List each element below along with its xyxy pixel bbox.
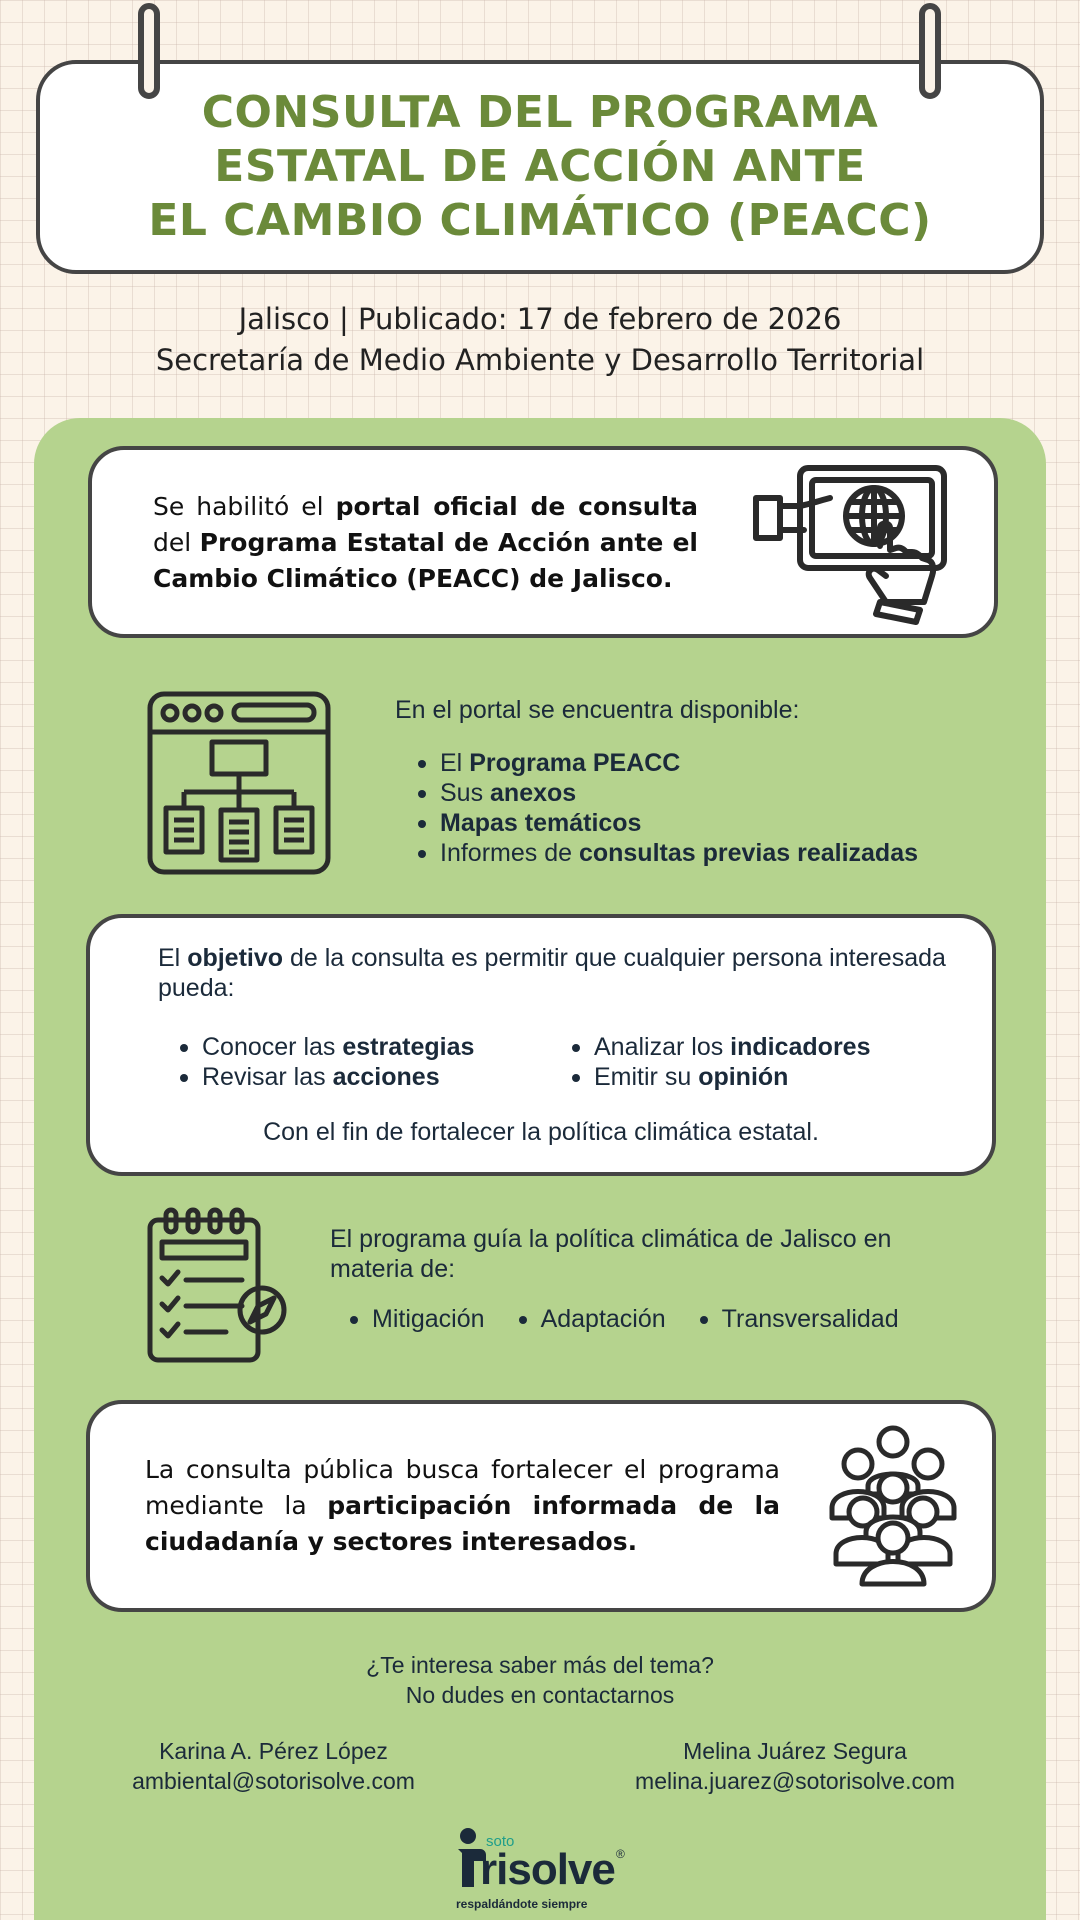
objective-text: El objetivo de la consulta es permitir que cualquier persona interesada pueda:: [158, 944, 946, 1002]
portal-items-list: [414, 748, 918, 868]
intro-text: Se habilitó el portal oficial de consulta del Programa Estatal de Acción ante el Cambio Climático (PEACC) de Jalisco.: [153, 492, 698, 593]
logo-soto-text: soto: [486, 1833, 515, 1850]
checklist-compass-icon: [144, 1206, 294, 1364]
sitemap-browser-icon: [146, 690, 332, 876]
company-logo: [440, 1825, 640, 1915]
title-line-1: CONSULTA DEL PROGRAMA: [201, 87, 879, 138]
cta-line-1: ¿Te interesa saber más del tema?: [366, 1652, 714, 1678]
portal-heading: En el portal se encuentra disponible:: [395, 696, 800, 724]
logo-tagline: respaldándote siempre: [456, 1897, 588, 1911]
objective-list-left: [176, 1032, 474, 1092]
logo-registered: ®: [616, 1847, 625, 1861]
list-item: El Programa PEACC: [414, 748, 918, 778]
objective-list-right: [568, 1032, 871, 1092]
list-item: Sus anexos: [414, 778, 918, 808]
list-item: Emitir su opinión: [568, 1062, 871, 1092]
participation-text: La consulta pública busca fortalecer el programa mediante la participación informada de la ciudadanía y sectores interesados.: [145, 1455, 780, 1556]
people-group-icon: [828, 1424, 958, 1588]
contact-card-1: [96, 1736, 451, 1796]
contact-email[interactable]: ambiental@sotorisolve.com: [132, 1768, 415, 1794]
logo-wordmark: risolve: [480, 1845, 615, 1894]
binder-ring-right: [919, 3, 941, 99]
title-line-3: EL CAMBIO CLIMÁTICO (PEACC): [148, 195, 932, 246]
list-item: Conocer las estrategias: [176, 1032, 474, 1062]
objective-closing: Con el fin de fortalecer la política climática estatal.: [263, 1118, 819, 1146]
contact-name: Karina A. Pérez López: [159, 1738, 388, 1764]
header-card: [36, 60, 1044, 274]
online-portal-icon: [752, 462, 952, 627]
contact-card-2: [610, 1736, 980, 1796]
binder-ring-left: [138, 3, 160, 99]
contact-name: Melina Juárez Segura: [683, 1738, 907, 1764]
title-line-2: ESTATAL DE ACCIÓN ANTE: [214, 141, 866, 192]
guide-text: El programa guía la política climática de Jalisco en materia de:: [330, 1225, 892, 1283]
list-item: Mitigación: [346, 1304, 485, 1334]
list-item: Informes de consultas previas realizadas: [414, 838, 918, 868]
agency-name: Secretaría de Medio Ambiente y Desarrollo Territorial: [155, 343, 925, 377]
list-item: Transversalidad: [696, 1304, 899, 1334]
list-item: Mapas temáticos: [414, 808, 918, 838]
guide-items: [346, 1304, 899, 1334]
location-date: Jalisco | Publicado: 17 de febrero de 2026: [238, 302, 842, 336]
list-item: Adaptación: [515, 1304, 666, 1334]
contact-email[interactable]: melina.juarez@sotorisolve.com: [635, 1768, 955, 1794]
page-title: [148, 86, 931, 248]
list-item: Revisar las acciones: [176, 1062, 474, 1092]
cta-line-2: No dudes en contactarnos: [405, 1682, 675, 1708]
list-item: Analizar los indicadores: [568, 1032, 871, 1062]
